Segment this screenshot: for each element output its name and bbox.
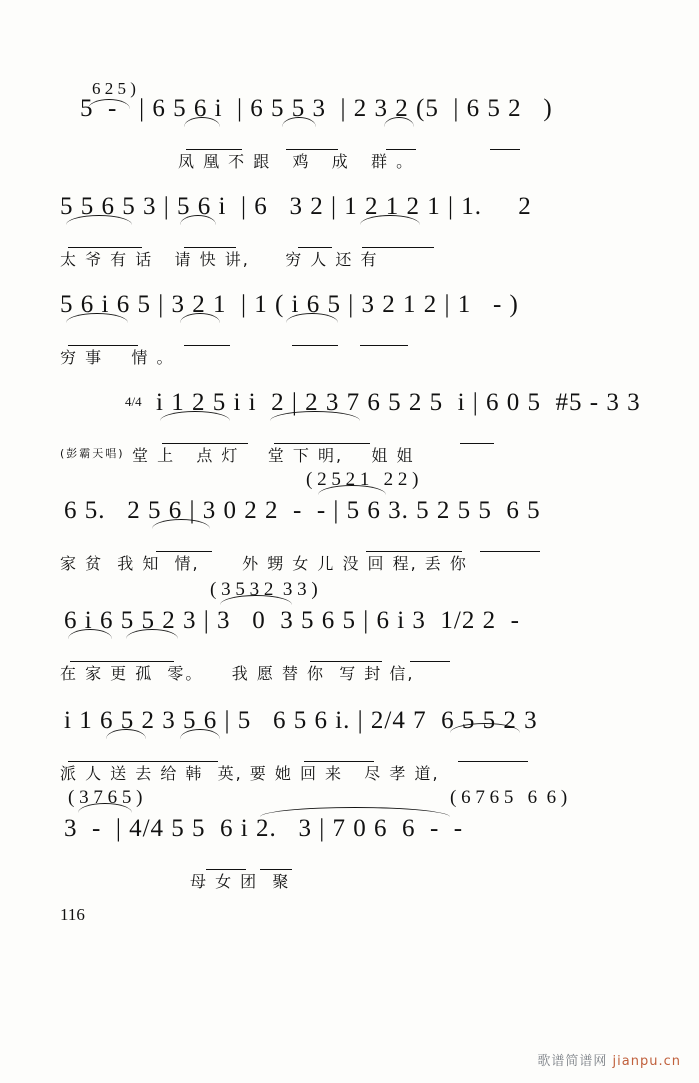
system-5-lyrics: 家 贫 我 知 情, 外 甥 女 儿 没 回 程, 丢 你 <box>60 554 468 573</box>
watermark-site-name: 歌谱简谱网 <box>537 1054 608 1069</box>
music-system <box>60 389 641 481</box>
system-5-notes: 6 5. 2 5 6 | 3 0 2 2 - - | 5 6 3. 5 2 5 5 6 5 <box>64 497 541 524</box>
music-system <box>60 291 620 383</box>
page-number: 116 <box>60 905 85 924</box>
time-signature: 4/4 <box>125 393 142 409</box>
system-1-lyrics: 凤 凰 不 跟 鸡 成 群 。 <box>178 152 415 171</box>
music-system <box>60 787 620 909</box>
system-4-lyrics: 堂 上 点 灯 堂 下 明, 姐 姐 <box>132 446 415 465</box>
watermark <box>537 1050 681 1069</box>
system-2-lyrics: 太 爷 有 话 请 快 讲, 穷 人 还 有 <box>60 250 379 269</box>
system-4-singer-note: (彭霸天唱) <box>60 447 125 460</box>
music-system <box>60 469 620 591</box>
system-8-above-notes-2: ( 6 7 6 5 6 6 ) <box>450 787 568 808</box>
music-system <box>60 707 620 799</box>
system-7-lyrics: 派 人 送 去 给 韩 英, 要 她 回 来 尽 孝 道, <box>60 764 440 783</box>
score-body <box>60 79 641 915</box>
system-6-lyrics: 在 家 更 孤 零。 我 愿 替 你 写 封 信, <box>60 664 415 683</box>
system-6-above-notes: ( 3 5 3 2 3 3 ) <box>210 579 318 600</box>
system-2-notes: 5 5 6 5 3 | 5 6 i | 6 3 2 | 1 2 1 2 1 | 1. 2 <box>60 193 532 220</box>
music-system <box>60 79 620 187</box>
system-8-above-notes: ( 3 7 6 5 ) <box>68 787 143 808</box>
system-1-notes: 5 - | 6 5 6 i | 6 5 5 3 | 2 3 2 (5 | 6 5 2 ) <box>80 95 553 122</box>
system-3-lyrics: 穷 事 情 。 <box>60 348 175 367</box>
system-4-notes: i 1 2 5 i i 2 | 2 3 7 6 5 2 5 i | 6 0 5 #5 - 3 3 <box>156 389 641 416</box>
music-system <box>60 579 620 701</box>
system-7-notes: i 1 6 5 2 3 5 6 | 5 6 5 6 i. | 2/4 7 6 5 5 2 3 <box>64 707 538 734</box>
watermark-url: jianpu.cn <box>612 1054 681 1069</box>
system-6-notes: 6 i 6 5 5 2 3 | 3 0 3 5 6 5 | 6 i 3 1/2 2 - <box>64 607 520 634</box>
system-8-lyrics: 母 女 团 聚 <box>190 872 291 891</box>
system-8-notes: 3 - | 4/4 5 5 6 i 2. 3 | 7 0 6 6 - - <box>64 815 464 842</box>
system-3-notes: 5 6 i 6 5 | 3 2 1 | 1 ( i 6 5 | 3 2 1 2 | 1 - ) <box>60 291 519 318</box>
system-5-above-notes: ( 2 5 2 1 2 2 ) <box>306 469 419 490</box>
music-system <box>60 193 620 285</box>
system-1-above-notes: 6 2 5 ) <box>92 79 136 98</box>
